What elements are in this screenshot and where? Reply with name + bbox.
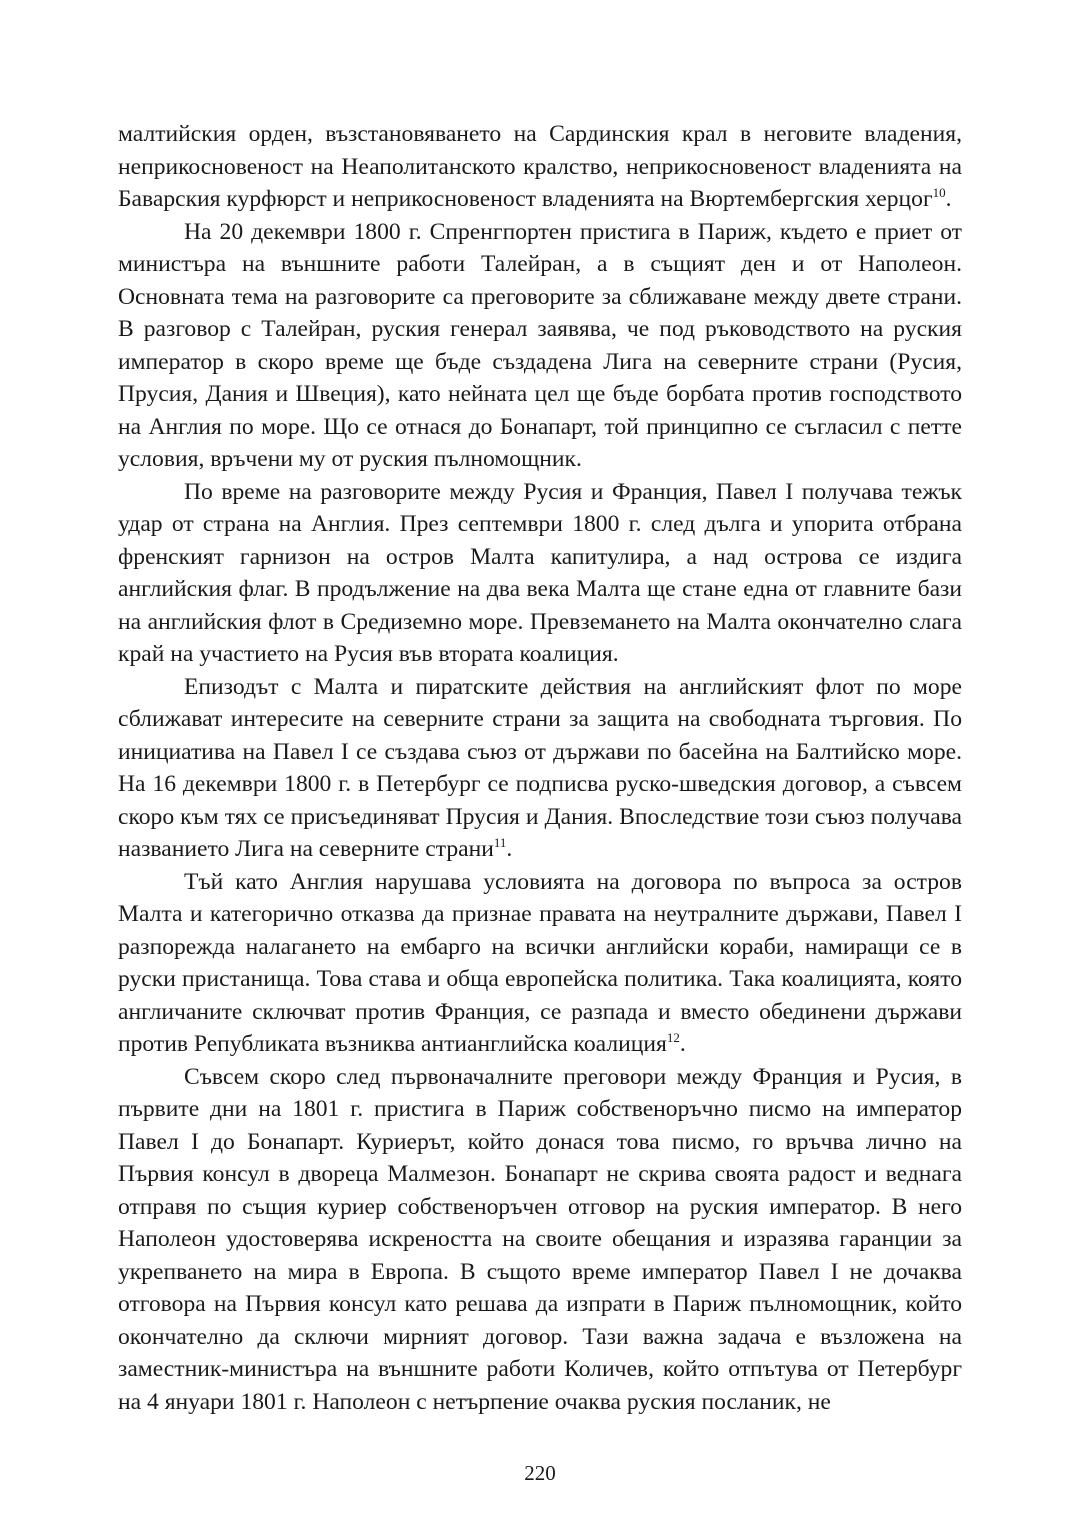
paragraph-4-tail: . (506, 836, 513, 862)
paragraph-4 (118, 671, 962, 866)
paragraph-5-text: Тъй като Англия нарушава условията на договора по въпроса за остров Малта и категорично отказва да признае правата на неутралните държави, Павел I разпорежда налагането на ембарго на всички английски кораби, намиращи се в руски пристанища. Това става и обща европейска политика. Така коалицията, която англичаните сключват против Франция, се разпада и вместо обединени държави против Републиката възниква антианглийска коалиция (118, 868, 962, 1057)
paragraph-1 (118, 118, 962, 216)
footnote-ref-12[interactable]: 12 (666, 1030, 680, 1046)
paragraph-5 (118, 866, 962, 1061)
paragraph-5-tail: . (679, 1031, 686, 1057)
paragraph-4-text: Епизодът с Малта и пиратските действия на английският флот по море сближават интересите на северните страни за защита на свободната търговия. По инициатива на Павел I се създава съюз от държави по басейна на Балтийско море. На 16 декември 1800 г. в Петербург се подписва руско-шведския договор, а съвсем скоро към тях се присъединяват Прусия и Дания. Впоследствие този съюз получава названието Лига на северните страни (118, 673, 962, 862)
paragraph-3: По време на разговорите между Русия и Франция, Павел I получава тежък удар от страна на Англия. През септември 1800 г. след дълга и упорита отбрана френският гарнизон на остров Малта капитулира, а над острова се издига английския флаг. В продължение на два века Малта ще стане една от главните бази на английския флот в Средиземно море. Превземането на Малта окончателно слага край на участието на Русия във втората коалиция. (118, 478, 962, 667)
page-body (118, 118, 962, 1418)
page-number: 220 (524, 1461, 556, 1485)
paragraph-6: Съвсем скоро след първоначалните преговори между Франция и Русия, в първите дни на 1801 г. пристига в Париж собственоръчно писмо на император Павел I до Бонапарт. Куриерът, който донася това писмо, го връчва лично на Първия консул в двореца Малмезон. Бонапарт не скрива своята радост и веднага отправя по същия куриер собственоръчен отговор на руския император. В него Наполеон удостоверява искреността на своите обещания и изразява гаранции за укрепването на мира в Европа. В същото време император Павел I не дочаква отговора на Първия консул като решава да изпрати в Париж пълномощник, който окончателно да сключи мирният договор. Тази важна задача е възложена на заместник-министъра на външните работи Количев, който отпътува от Петербург на 4 януари 1801 г. Наполеон с нетърпение очаква руския посланик, не (118, 1063, 962, 1415)
footnote-ref-10[interactable]: 10 (932, 185, 946, 201)
paragraph-1-text: малтийския орден, възстановяването на Сардинския крал в неговите владения, неприкосновеност на Неаполитанското кралство, неприкосновеност владенията на Баварския курфюрст и неприкосновеност владенията на Вюртембергския херцог (118, 121, 962, 212)
paragraph-1-tail: . (945, 186, 952, 212)
footnote-ref-11[interactable]: 11 (493, 835, 507, 851)
paragraph-2: На 20 декември 1800 г. Спренгпортен пристига в Париж, където е приет от министъра на външните работи Талейран, а в същият ден и от Наполеон. Основната тема на разговорите са преговорите за сближаване между двете страни. В разговор с Талейран, руския генерал заявява, че под ръководството на руския император в скоро време ще бъде създадена Лига на северните страни (Русия, Прусия, Дания и Швеция), като нейната цел ще бъде борбата против господството на Англия по море. Що се отнася до Бонапарт, той принципно се съгласил с петте условия, връчени му от руския пълномощник. (118, 218, 962, 472)
